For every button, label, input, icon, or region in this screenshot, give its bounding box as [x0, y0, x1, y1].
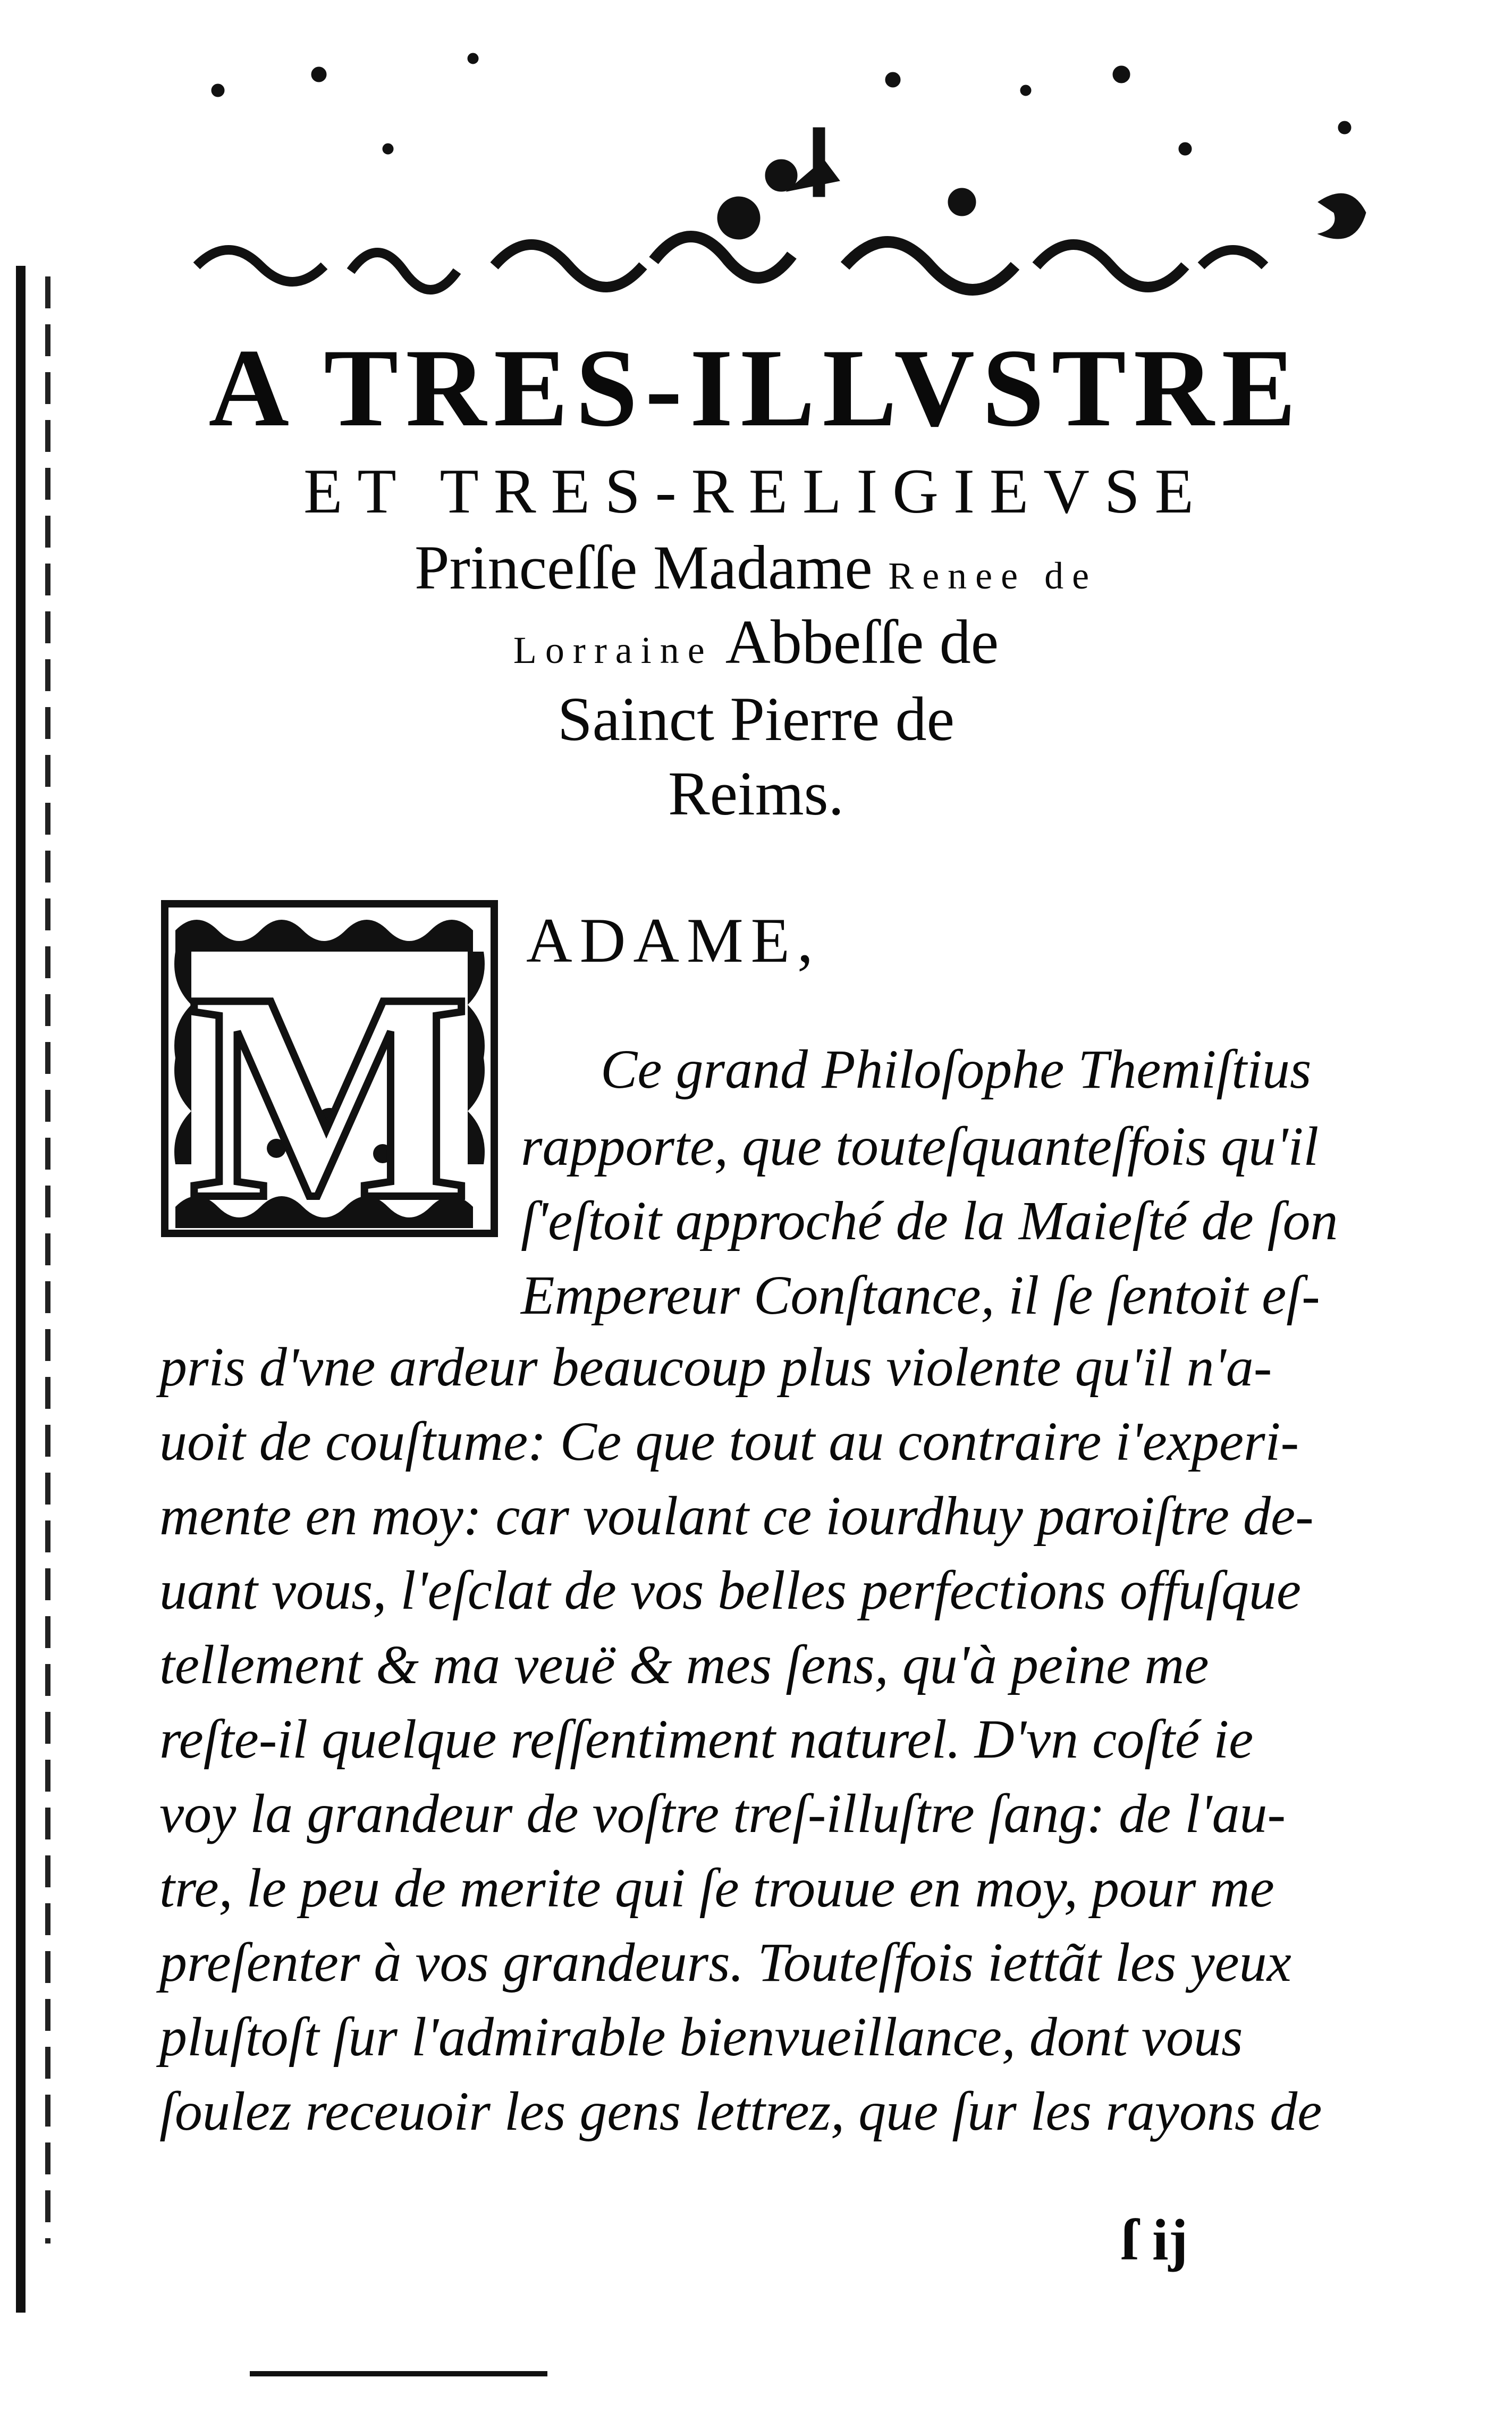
drop-cap-letter: M — [189, 931, 470, 1239]
body-line-7: mente en moy: car voulant ce iourdhuy paroiſtre de- — [159, 1485, 1314, 1547]
body-line-5: pris d'vne ardeur beaucoup plus violente qu'il n'a- — [159, 1337, 1272, 1398]
title-line-6: Reims. — [668, 759, 844, 828]
body-line-3: ſ'eſtoit approché de la Maieſté de ſon — [521, 1190, 1338, 1251]
title-line-4 — [0, 606, 1512, 678]
bottom-rule — [250, 2371, 547, 2376]
body-line-12: tre, le peu de merite qui ſe trouue en moy, pour me — [159, 1858, 1274, 1919]
title-line-3-smallcaps: Renee de — [888, 554, 1098, 597]
body-line-4: Empereur Conſtance, il ſe ſentoit eſ- — [521, 1265, 1320, 1326]
title-line-3-text: Princeſſe Madame — [414, 533, 889, 602]
title-line-2: ET TRES-RELIGIEVSE — [303, 456, 1209, 526]
body-line-10: reſte-il quelque reſſentiment naturel. D'vn coſté ie — [159, 1709, 1254, 1770]
body-line-14: pluſtoſt ſur l'admirable bienvueillance, dont vous — [159, 2006, 1243, 2068]
headpiece-ornament — [175, 43, 1414, 330]
title-line-4-text: Abbeſſe de — [713, 607, 999, 677]
body-line-1: Ce grand Philoſophe Themiſtius — [601, 1039, 1312, 1100]
body-line-13: preſenter à vos grandeurs. Touteſfois iettãt les yeux — [159, 1932, 1291, 1993]
body-line-15: ſoulez receuoir les gens lettrez, que ſur les rayons de — [159, 2081, 1322, 2142]
body-line-11: voy la grandeur de voſtre treſ-illuſtre ſang: de l'au- — [159, 1783, 1286, 1844]
drop-cap-ornament — [159, 898, 500, 1239]
title-line-1: A TRES-ILLVSTRE — [208, 326, 1304, 450]
title-line-3 — [0, 532, 1512, 604]
title-line-4-smallcaps: Lorraine — [513, 629, 713, 671]
body-line-8: uant vous, l'eſclat de vos belles perfections offuſque — [159, 1560, 1301, 1621]
body-line-6: uoit de couſtume: Ce que tout au contraire i'experi- — [159, 1411, 1299, 1472]
body-line-9: tellement & ma veuë & mes ſens, qu'à peine me — [159, 1634, 1209, 1695]
title-line-5: Sainct Pierre de — [557, 684, 955, 754]
signature-mark: ſ ij — [1121, 2207, 1188, 2272]
body-line-2: rapporte, que touteſquanteſfois qu'il — [521, 1116, 1319, 1177]
salutation: ADAME, — [526, 905, 821, 976]
